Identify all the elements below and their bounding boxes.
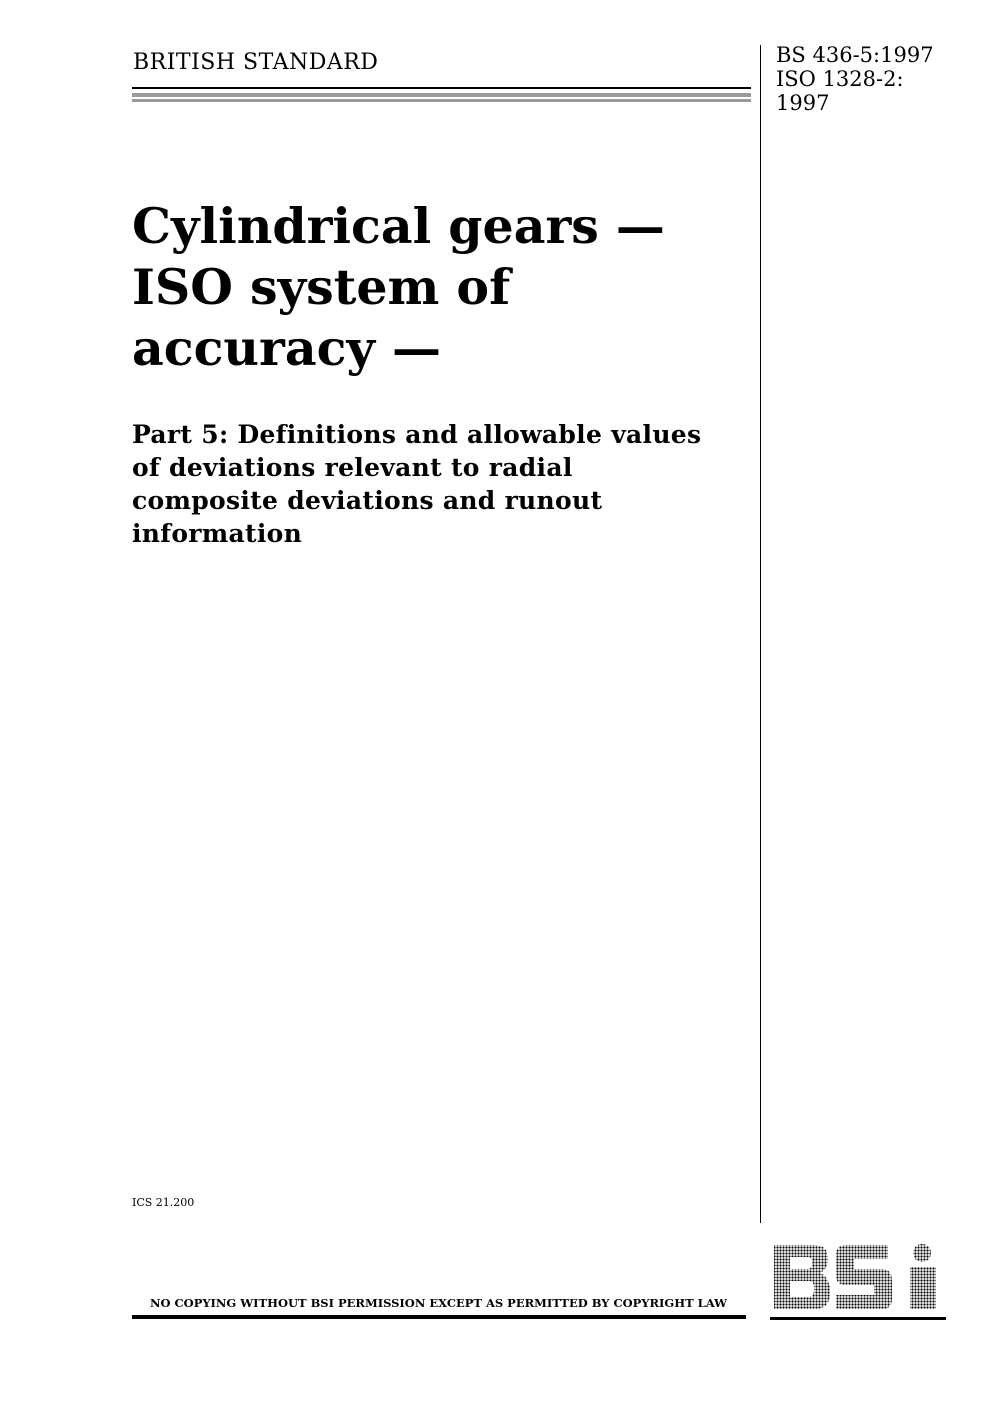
footer-rule (132, 1315, 746, 1319)
vertical-divider (760, 45, 761, 1223)
header-rule (132, 87, 751, 89)
ics-code: ICS 21.200 (132, 1196, 195, 1209)
copyright-notice: NO COPYING WITHOUT BSI PERMISSION EXCEPT AS PERMITTED BY COPYRIGHT LAW (149, 1296, 728, 1310)
standard-numbers: BS 436-5:1997 ISO 1328-2: 1997 (776, 43, 934, 115)
document-title: Cylindrical gears — ISO system of accuracy — (132, 197, 665, 377)
bsi-logo-icon (770, 1243, 946, 1323)
header-rule-grey (132, 99, 751, 102)
header-rule-grey (132, 93, 751, 97)
document-series-label: BRITISH STANDARD (133, 50, 379, 75)
document-subtitle: Part 5: Definitions and allowable values of deviations relevant to radial composite deviations and runout information (132, 420, 702, 548)
